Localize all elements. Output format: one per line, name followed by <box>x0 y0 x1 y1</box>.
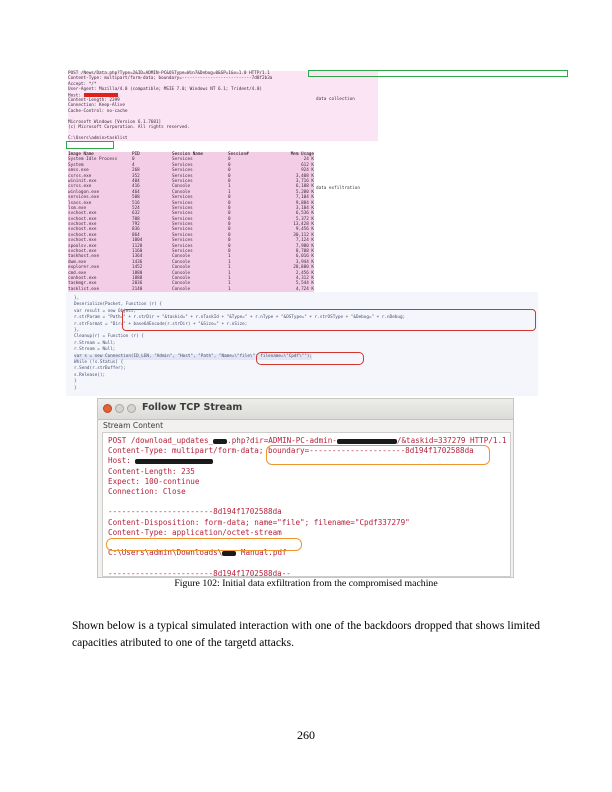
request-line: User-Agent: Mozilla/4.0 (compatible; MSIE 7.0; Windows NT 6.1; Trident/4.0) <box>68 87 263 93</box>
table-cell: Console <box>172 189 191 195</box>
maximize-icon[interactable] <box>127 404 136 413</box>
table-cell: 268 <box>132 168 140 174</box>
tcp-stream-line: POST /download_updates_ .php?dir=ADMIN-PC-admin- /&taskid=337279 HTTP/1.1 <box>108 436 507 445</box>
table-cell: 1004 <box>132 238 143 244</box>
table-cell: 0 <box>228 168 231 174</box>
table-cell: 0 <box>228 243 231 249</box>
table-cell: 4,724 K <box>295 286 314 292</box>
request-line: (c) Microsoft Corporation. All rights reserved. <box>68 124 190 130</box>
col-header: Session# <box>228 152 249 157</box>
table-cell: svchost.exe <box>68 238 97 244</box>
request-line: C:\Users\admin>tasklist <box>68 135 128 141</box>
tcp-stream-line: Content-Length: 235 <box>108 466 195 476</box>
highlight-box-filepath <box>106 538 302 551</box>
table-cell: lsass.exe <box>68 200 92 206</box>
table-cell: Services <box>172 162 193 168</box>
table-cell: 30,112 K <box>293 232 314 238</box>
table-cell: 3,716 K <box>295 178 314 184</box>
table-cell: 0 <box>228 211 231 217</box>
code-line: s.Release(); <box>74 372 106 378</box>
tcp-stream-line: Content-Type: application/octet-stream <box>108 527 282 537</box>
tcp-stream-line: -----------------------8d194f1702588da <box>108 507 282 517</box>
table-cell: 1 <box>228 189 231 195</box>
highlight-box-tasklist <box>66 141 114 149</box>
request-line: Connection: Keep-Alive <box>68 103 125 109</box>
table-cell: 0 <box>228 200 231 206</box>
table-cell: csrss.exe <box>68 173 92 179</box>
table-cell: Services <box>172 178 193 184</box>
table-cell: Console <box>172 265 191 271</box>
table-cell: Services <box>172 200 193 206</box>
table-cell: wininit.exe <box>68 178 97 184</box>
minimize-icon[interactable] <box>115 404 124 413</box>
table-cell: 1 <box>228 281 231 287</box>
redaction-mark <box>135 459 213 464</box>
code-line: r.strFormat = "Dir=" + base64Encode(r.strDir) + "&Size=" + r.nSize; <box>74 321 248 327</box>
tcp-stream-line: Content-Type: multipart/form-data; boundary=---------------------8d194f1702588da <box>108 446 474 456</box>
code-line: } <box>74 385 77 391</box>
table-cell: 2140 <box>132 286 143 292</box>
table-cell: 1436 <box>132 259 143 265</box>
table-cell: 3,408 K <box>295 173 314 179</box>
table-cell: 836 <box>132 227 140 233</box>
col-header: Mem Usage <box>290 152 314 157</box>
table-cell: 5,544 K <box>295 281 314 287</box>
code-line: r.Stream = Null; <box>74 347 116 353</box>
table-cell: 516 <box>132 200 140 206</box>
tcp-stream-line: -----------------------8d194f1702588da-- <box>108 568 291 578</box>
table-cell: 0 <box>228 157 231 163</box>
table-cell: 5,372 K <box>295 216 314 222</box>
table-cell: 28,880 K <box>293 265 314 271</box>
table-cell: 1 <box>228 254 231 260</box>
code-line: var s = new Connection(ID_LEN, "Admin", "Host", "Path", "Name=\"file\"; filename=\"Cpdf\""); <box>74 353 312 359</box>
table-cell: explorer.exe <box>68 265 100 271</box>
table-cell: Services <box>172 216 193 222</box>
table-cell: 1 <box>228 275 231 281</box>
table-cell: 6,016 K <box>295 254 314 260</box>
table-cell: 9,456 K <box>295 227 314 233</box>
table-cell: 24 K <box>303 157 314 163</box>
table-cell: conhost.exe <box>68 275 97 281</box>
table-cell: 4,312 K <box>295 275 314 281</box>
table-cell: Console <box>172 259 191 265</box>
table-cell: 5,200 K <box>295 189 314 195</box>
redaction-mark <box>213 439 227 444</box>
table-cell: winlogon.exe <box>68 189 100 195</box>
table-cell: Services <box>172 211 193 217</box>
table-cell: 8,708 K <box>295 249 314 255</box>
table-cell: Services <box>172 249 193 255</box>
table-cell: 0 <box>228 216 231 222</box>
table-cell: 0 <box>228 173 231 179</box>
table-cell: 792 <box>132 222 140 228</box>
code-line: Deserialize(Packet, Function (r) { <box>74 302 162 308</box>
table-cell: 1 <box>228 184 231 190</box>
table-cell: Services <box>172 157 193 163</box>
table-cell: Console <box>172 270 191 276</box>
table-cell: Services <box>172 243 193 249</box>
table-cell: System <box>68 162 84 168</box>
table-cell: 708 <box>132 216 140 222</box>
table-cell: 1888 <box>132 275 143 281</box>
table-cell: taskmgr.exe <box>68 281 97 287</box>
code-line: r.Stream = Null; <box>74 340 116 346</box>
highlight-box-dir <box>266 445 490 465</box>
table-cell: 3,184 K <box>295 205 314 211</box>
process-table-body <box>68 157 314 292</box>
table-cell: 864 <box>132 232 140 238</box>
table-cell: svchost.exe <box>68 227 97 233</box>
col-header: PID <box>132 152 140 157</box>
table-cell: 352 <box>132 173 140 179</box>
code-line: var result = new Object; <box>74 308 137 314</box>
request-block <box>68 71 378 141</box>
tcp-stream-line: Expect: 100-continue <box>108 476 200 486</box>
tcp-stream-line: Content-Disposition: form-data; name="file"; filename="Cpdf337279" <box>108 517 410 527</box>
table-cell: Services <box>172 173 193 179</box>
table-cell: 404 <box>132 178 140 184</box>
tcp-stream-line: C:\Users\admin\Downloads\ Manual.pdf <box>108 548 287 558</box>
table-cell: 612 K <box>301 162 314 168</box>
request-line: Cache-Control: no-cache <box>68 108 128 114</box>
table-cell: Services <box>172 232 193 238</box>
table-cell: 0 <box>228 227 231 233</box>
table-cell: svchost.exe <box>68 249 97 255</box>
table-cell: 1 <box>228 286 231 292</box>
stream-content-area[interactable] <box>102 432 511 577</box>
code-line: r.strParam = "Path=" + r.strDir + "&taskid=" + r.nTaskId + "&Type=" + r.nType + "&OSType=" + r.strOSType + "&Debug=" + r.nDebug; <box>74 315 406 321</box>
request-line: Content-Type: multipart/form-data; boundary=---------------------------7d8f2b3a <box>68 76 273 82</box>
table-cell: 1 <box>228 265 231 271</box>
code-line: } <box>74 379 77 385</box>
table-cell: 9,884 K <box>295 200 314 206</box>
tcp-stream-window <box>97 398 514 578</box>
table-cell: Services <box>172 168 193 174</box>
table-cell: Console <box>172 281 191 287</box>
table-cell: 3,944 K <box>295 259 314 265</box>
table-cell: 1880 <box>132 270 143 276</box>
side-note-exfiltration: data exfiltration <box>316 186 360 191</box>
table-cell: 0 <box>228 238 231 244</box>
table-cell: 0 <box>228 222 231 228</box>
code-line: Cleanup(r) = Function (r) { <box>74 334 144 340</box>
figure-caption: Figure 102: Initial data exfiltration from the compromised machine <box>174 578 438 589</box>
table-cell: System Idle Process <box>68 157 118 163</box>
table-cell: 1160 <box>132 249 143 255</box>
table-cell: Services <box>172 205 193 211</box>
table-cell: csrss.exe <box>68 184 92 190</box>
request-line: Content-Length: 2399 <box>68 97 120 103</box>
table-cell: 0 <box>228 162 231 168</box>
table-cell: 1 <box>228 259 231 265</box>
redaction-mark <box>84 93 118 97</box>
table-cell: 4 <box>132 162 135 168</box>
code-line: While (!s.Status) { <box>74 360 124 365</box>
table-cell: 924 K <box>301 168 314 174</box>
request-line: POST /News/Data.php?Type=2&ID=ADMIN-PC&OSType=Win7&Debug=0&SP=1&v=1.0 HTTP/1.1 <box>68 71 270 76</box>
col-header: Session Name <box>172 152 204 157</box>
table-cell: 0 <box>228 232 231 238</box>
table-cell: Console <box>172 275 191 281</box>
table-cell: Services <box>172 222 193 228</box>
side-note-collection: data collection <box>316 97 355 102</box>
tcp-stream-line: Host: <box>108 456 213 466</box>
table-cell: 1128 <box>132 243 143 249</box>
table-cell: svchost.exe <box>68 216 97 222</box>
table-cell: Services <box>172 238 193 244</box>
table-cell: svchost.exe <box>68 222 97 228</box>
table-cell: 0 <box>228 178 231 184</box>
table-cell: 416 <box>132 184 140 190</box>
highlight-box-params <box>122 309 536 331</box>
table-cell: 0 <box>228 195 231 201</box>
table-cell: svchost.exe <box>68 232 97 238</box>
table-cell: svchost.exe <box>68 211 97 217</box>
request-line: Accept: */* <box>68 81 97 87</box>
table-cell: 2,456 K <box>295 270 314 276</box>
code-panel <box>66 292 538 396</box>
col-header: Image Name <box>68 152 94 157</box>
table-cell: Services <box>172 227 193 233</box>
table-cell: smss.exe <box>68 168 89 174</box>
highlight-box-url <box>308 70 568 77</box>
redaction-mark <box>337 439 397 444</box>
table-cell: 0 <box>132 157 135 163</box>
table-cell: Console <box>172 254 191 260</box>
table-cell: 1 <box>228 270 231 276</box>
table-cell: 7,104 K <box>295 195 314 201</box>
body-paragraph: Shown below is a typical simulated interaction with one of the backdoors dropped that shows limited capacities atributed to one of the targetd attacks. <box>72 620 540 649</box>
table-cell: 0 <box>228 205 231 211</box>
table-cell: 0 <box>228 249 231 255</box>
table-cell: Console <box>172 286 191 292</box>
table-cell: 6,536 K <box>295 211 314 217</box>
table-cell: 7,124 K <box>295 238 314 244</box>
redaction-mark <box>222 551 236 556</box>
table-cell: 1364 <box>132 254 143 260</box>
stream-content-label: Stream Content <box>103 421 164 430</box>
table-cell: lsm.exe <box>68 205 87 211</box>
code-line: r.Send(r.strBuffer); <box>74 366 126 372</box>
table-cell: Services <box>172 195 193 201</box>
code-line: }, <box>74 296 80 301</box>
table-cell: spoolsv.exe <box>68 243 97 249</box>
table-cell: 7,980 K <box>295 243 314 249</box>
page-number: 260 <box>297 728 315 742</box>
window-title: Follow TCP Stream <box>142 402 243 413</box>
table-cell: dwm.exe <box>68 259 87 265</box>
highlight-box-filename <box>256 352 364 365</box>
capture-panel <box>66 70 534 292</box>
table-cell: 632 <box>132 211 140 217</box>
table-cell: tasklist.exe <box>68 286 100 292</box>
table-cell: 1452 <box>132 265 143 271</box>
table-cell: 6,188 K <box>295 184 314 190</box>
table-cell: 2036 <box>132 281 143 287</box>
table-cell: 524 <box>132 205 140 211</box>
table-cell: 508 <box>132 195 140 201</box>
table-cell: services.exe <box>68 195 100 201</box>
window-titlebar <box>98 399 513 420</box>
code-line: }, <box>74 328 80 333</box>
table-cell: taskhost.exe <box>68 254 100 260</box>
close-icon[interactable] <box>103 404 112 413</box>
table-cell: 464 <box>132 189 140 195</box>
table-cell: cmd.exe <box>68 270 87 276</box>
request-line: Microsoft Windows [Version 6.1.7601] <box>68 119 162 125</box>
process-table <box>68 152 314 292</box>
table-cell: Console <box>172 184 191 190</box>
tcp-stream-line: Connection: Close <box>108 487 186 496</box>
request-line: Host: <box>68 93 378 98</box>
table-cell: 13,428 K <box>293 222 314 228</box>
